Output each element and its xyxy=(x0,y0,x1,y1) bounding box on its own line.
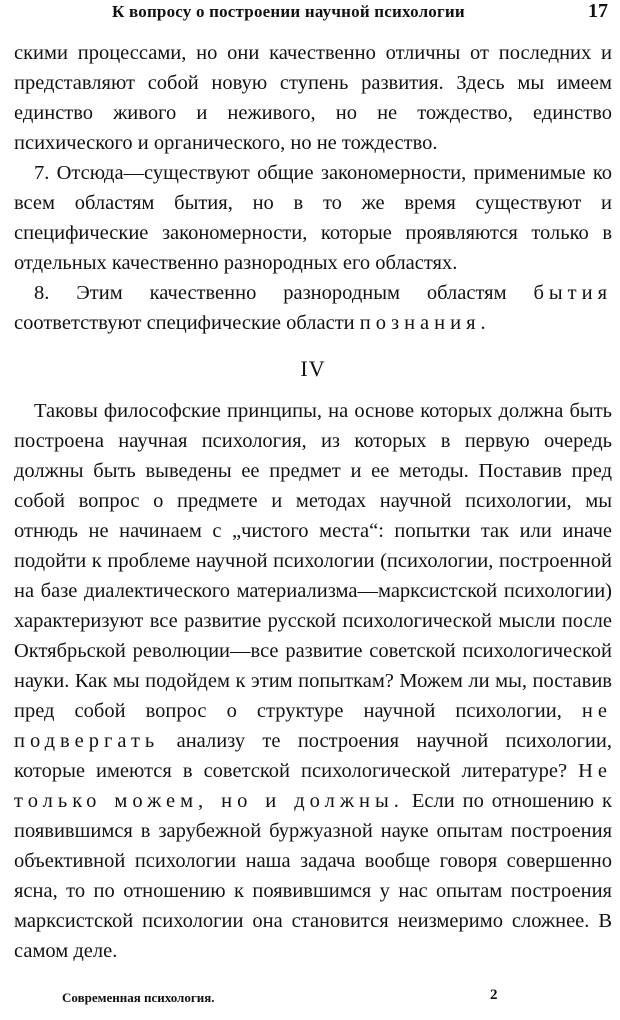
body-text xyxy=(14,38,612,966)
page-footer xyxy=(0,984,620,1020)
spaced-phrase-ne-podvergat: не подвергать xyxy=(14,700,612,752)
footer-signature-mark: 2 xyxy=(490,987,498,1003)
page-number: 17 xyxy=(588,0,608,22)
paragraph-continuation: скими процессами, но они качественно отличны от последних и представляют собой новую ступень развития. Здесь мы имеем единство живого и неживого, но не тождество, единство психического и органического, но не тождество. xyxy=(14,42,612,154)
running-title: К вопросу о построении научной психологии xyxy=(112,2,465,21)
footer-signature: Современная психология. xyxy=(62,990,215,1005)
spaced-phrase-ne-tolko: Не только можем, но и должны. xyxy=(14,760,612,812)
paragraph-point-7: 7. Отсюда—существуют общие закономерности, применимые ко всем областям бытия, но в то же время существуют и специфические закономерности, которые проявляются только в отдельных качественно разнородных его областях. xyxy=(14,162,612,274)
point-8-text-2: соответствуют специфические области xyxy=(14,312,360,334)
section-text-3: Если по отношению к появившимся в зарубежной буржуазной науке опытам построения объективной психологии наша задача вообще говоря совершенно ясна, то по отношению к появившимся у нас опытам построения марксистской психологии она становится неизмеримо сложнее. В самом деле. xyxy=(14,790,612,962)
section-text-2: анализу те построения научной психологии, которые имеются в советской психологической литературе? xyxy=(14,730,612,782)
spaced-word-poznaniya: познания xyxy=(359,312,481,334)
paragraph-section-4 xyxy=(14,396,612,966)
point-8-text-3: . xyxy=(480,312,486,334)
paragraph-point-8 xyxy=(14,278,612,338)
page-header xyxy=(0,2,620,28)
section-heading: IV xyxy=(300,356,326,381)
point-8-text-1: 8. Этим качественно разнородным областям xyxy=(34,282,534,304)
spaced-word-bytiya: бытия xyxy=(533,282,612,304)
section-text-1: Таковы философские принципы, на основе которых должна быть построена научная психология, из которых в первую очередь должны быть выведены ее предмет и ее методы. Поставив пред собой вопрос о предмете и методах научной психологии, мы отнюдь не начинаем с „чистого места“: попытки так или иначе подойти к проблеме научной психологии (психологии, построенной на базе диалектического материализма—марксистской психологии) характеризуют все развитие русской психологической мысли после Октябрьской революции—все развитие советской психологической науки. Как мы подойдем к этим попыткам? Можем ли мы, поставив пред собой вопрос о структуре научной психологии, xyxy=(14,400,612,722)
